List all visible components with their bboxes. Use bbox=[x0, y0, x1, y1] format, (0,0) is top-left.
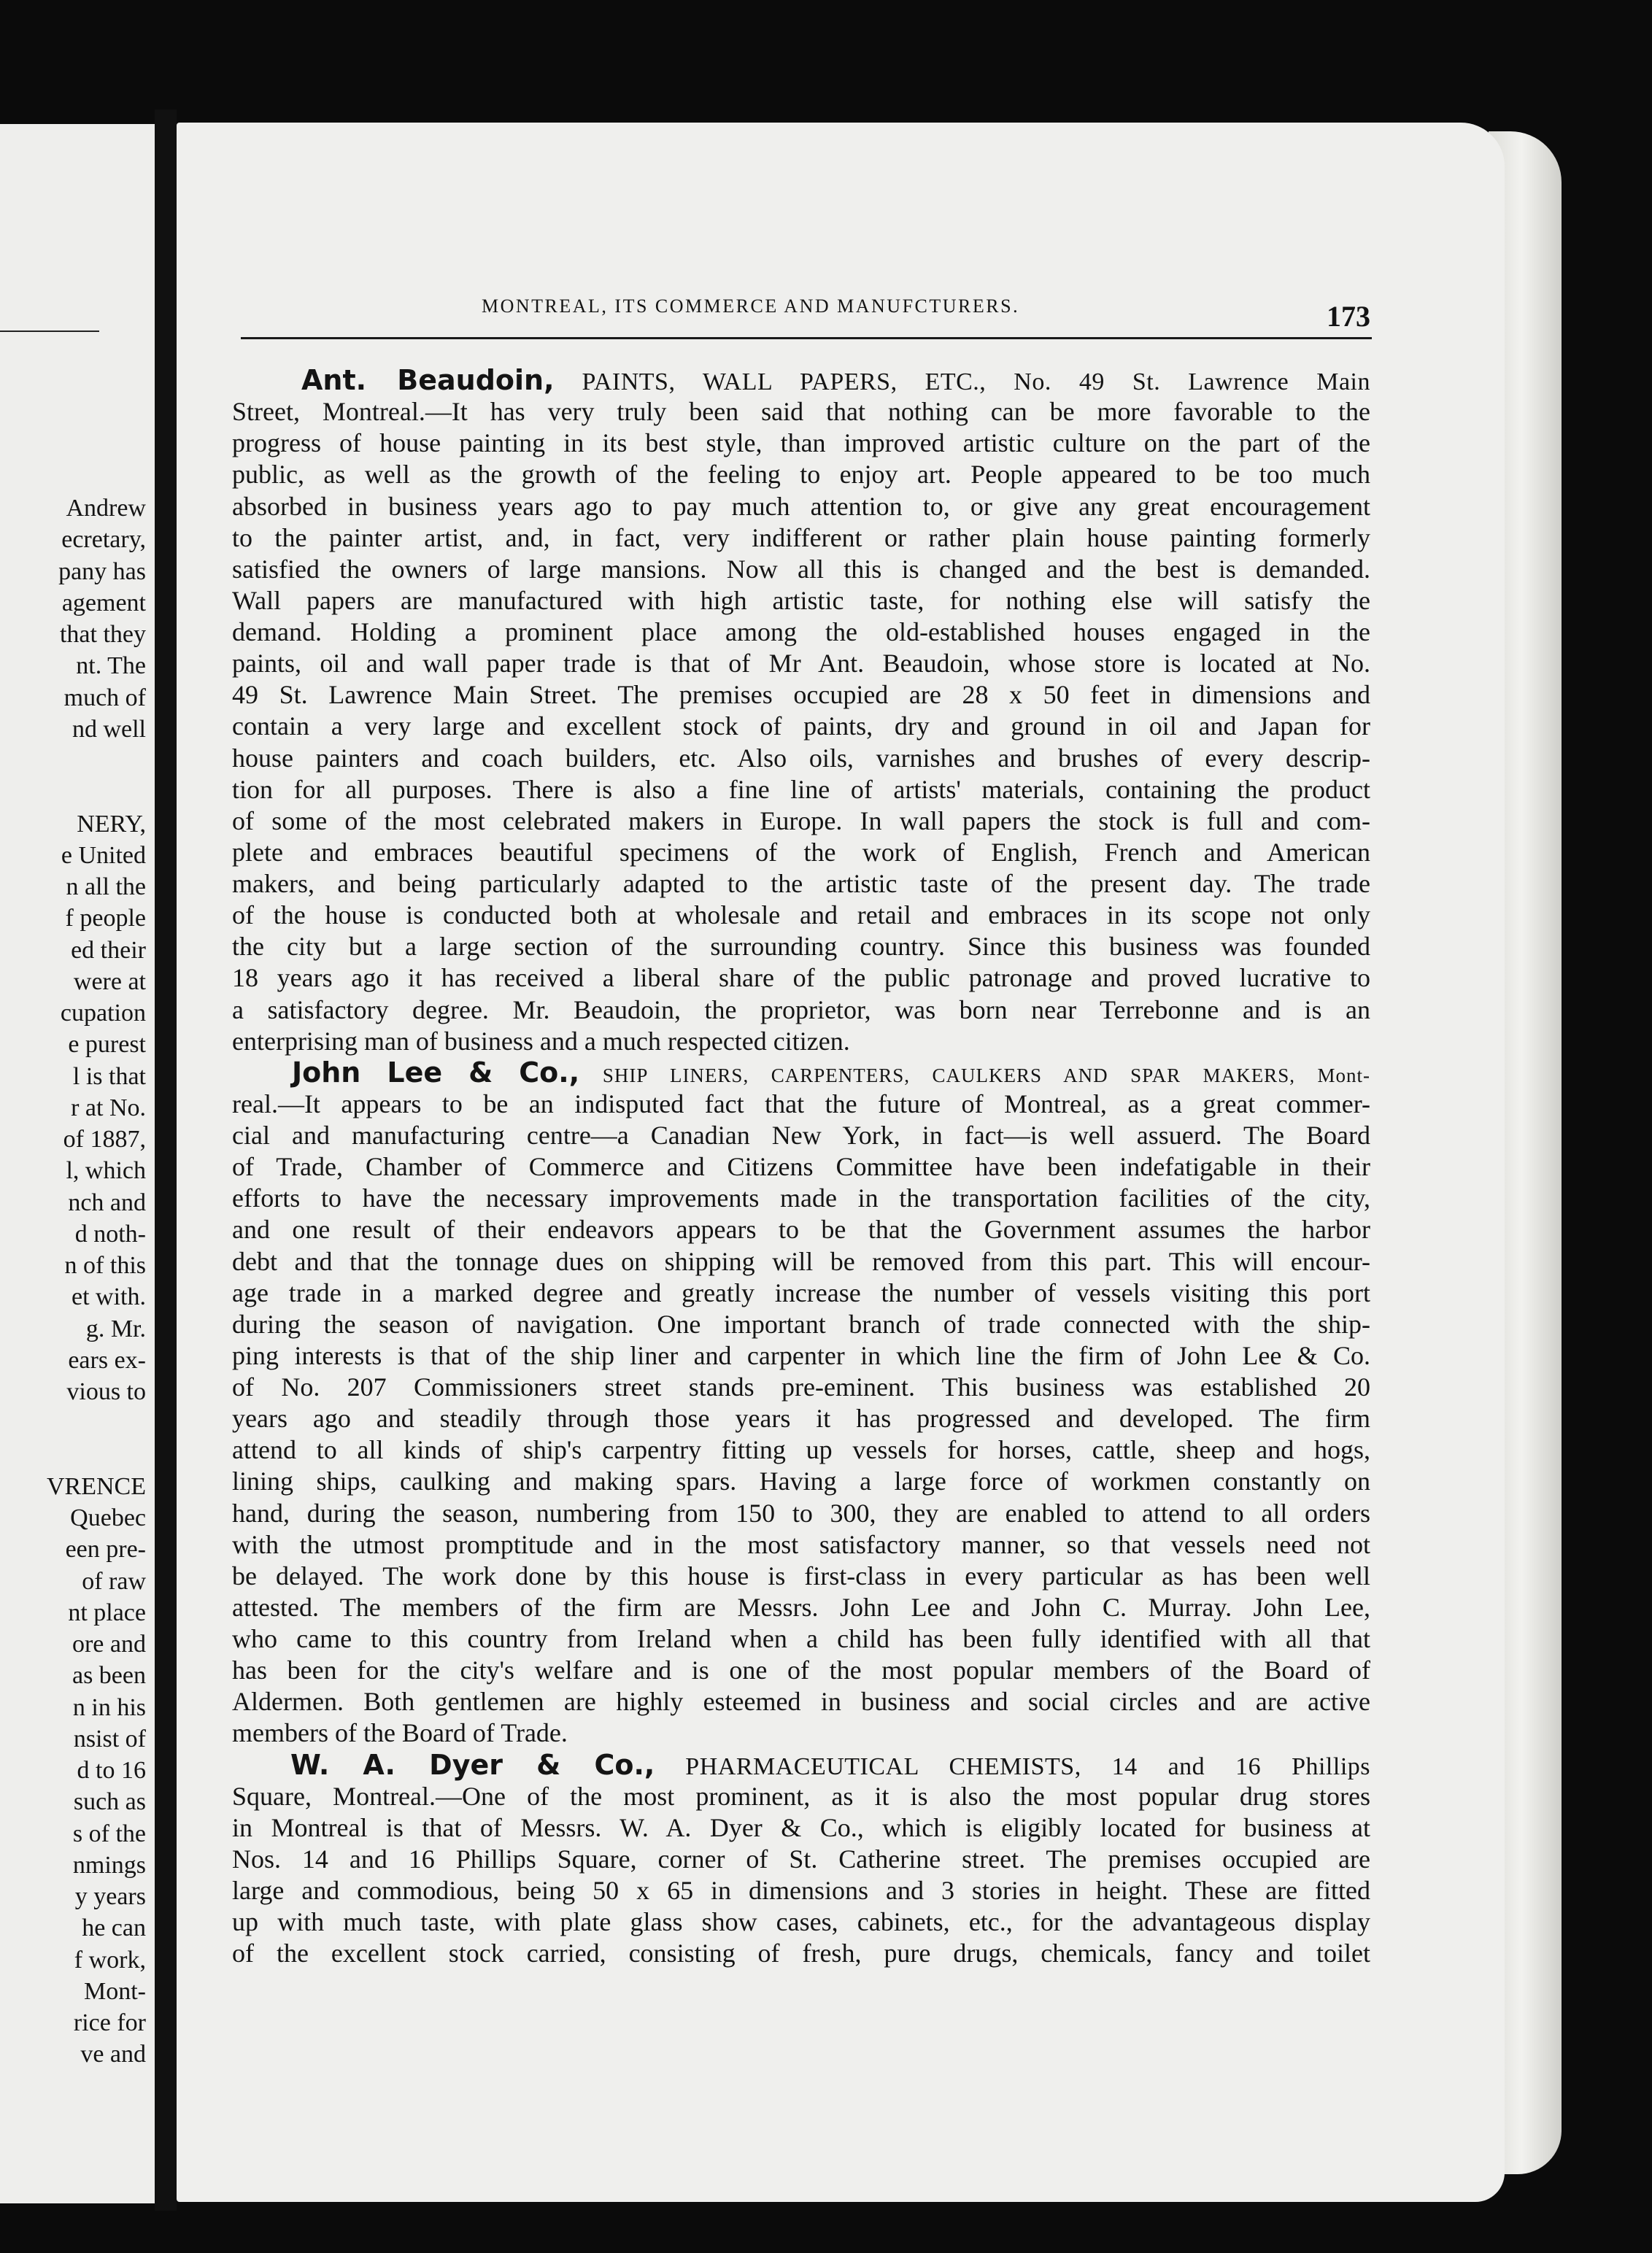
text-line: 49 St. Lawrence Main Street. The premises occupied are 28 x 50 feet in dimensions and bbox=[232, 680, 1370, 710]
previous-page-line: l, which bbox=[66, 1157, 146, 1185]
previous-page-line bbox=[47, 776, 146, 808]
header-rule bbox=[241, 337, 1372, 339]
text-line: debt and that the tonnage dues on shipping will be removed from this part. This will encour- bbox=[232, 1246, 1370, 1276]
previous-page-line: f people bbox=[65, 905, 146, 932]
previous-page-line: y years bbox=[74, 1883, 146, 1910]
text-line: and one result of their endeavors appears to be that the Government assumes the harbor bbox=[232, 1215, 1370, 1245]
text-line: efforts to have the necessary improvements made in the transportation facilities of the city, bbox=[232, 1183, 1370, 1213]
previous-page-line bbox=[47, 745, 146, 776]
previous-page-line: Mont- bbox=[84, 1977, 146, 2005]
previous-page-line: as been bbox=[72, 1662, 146, 1690]
firm-name: W. A. Dyer & Co., bbox=[290, 1748, 655, 1781]
previous-page-line: cupation bbox=[60, 1000, 146, 1027]
running-title: MONTREAL, ITS COMMERCE AND MANUFCTURERS. bbox=[482, 295, 1020, 317]
firm-name: John Lee & Co., bbox=[292, 1056, 580, 1089]
text-line: demand. Holding a prominent place among the old-established houses engaged in the bbox=[232, 617, 1370, 646]
text-line: who came to this country from Ireland when a child has been fully identified with all that bbox=[232, 1624, 1370, 1653]
text-line: with the utmost promptitude and in the most satisfactory manner, so that vessels need not bbox=[232, 1529, 1370, 1559]
previous-page-line: Andrew bbox=[66, 495, 146, 522]
previous-page-line: VRENCE bbox=[47, 1472, 146, 1500]
previous-page-line: nt. The bbox=[76, 652, 146, 680]
page-number: 173 bbox=[1327, 300, 1370, 333]
previous-page-line: he can bbox=[82, 1914, 146, 1942]
previous-page-line: much of bbox=[63, 684, 146, 711]
previous-page-line: of raw bbox=[82, 1567, 146, 1595]
previous-page-line: f work, bbox=[74, 1946, 146, 1974]
text-line: the city but a large section of the surrounding country. Since this business was founded bbox=[232, 932, 1370, 962]
text-line: tion for all purposes. There is also a fine line of artists' materials, containing the product bbox=[232, 774, 1370, 804]
text-line: Nos. 14 and 16 Phillips Square, corner of St. Catherine street. The premises occupied are bbox=[232, 1844, 1370, 1874]
previous-page-line: ecretary, bbox=[61, 526, 146, 554]
previous-page-line bbox=[47, 1439, 146, 1471]
previous-page-line: d noth- bbox=[74, 1220, 146, 1248]
text-line: up with much taste, with plate glass show cases, cabinets, etc., for the advantageous display bbox=[232, 1907, 1370, 1937]
text-line: lining ships, caulking and making spars. Having a large force of workmen constantly on bbox=[232, 1466, 1370, 1496]
text-line: 18 years ago it has received a liberal share of the public patronage and proved lucrative to bbox=[232, 963, 1370, 993]
text-line: enterprising man of business and a much respected citizen. bbox=[232, 1026, 850, 1056]
text-line: age trade in a marked degree and greatly increase the number of vessels visiting this port bbox=[232, 1278, 1370, 1307]
text-line: Wall papers are manufactured with high artistic taste, for nothing else will satisfy the bbox=[232, 585, 1370, 615]
entry-heading-line bbox=[232, 1750, 1370, 1781]
text-line: in Montreal is that of Messrs. W. A. Dyer & Co., which is eligibly located for business at bbox=[232, 1812, 1370, 1842]
previous-page-line: nt place bbox=[68, 1599, 146, 1626]
previous-page-line: d to 16 bbox=[77, 1757, 146, 1784]
previous-page-line: pany has bbox=[58, 557, 146, 585]
text-line: house painters and coach builders, etc. Also oils, varnishes and brushes of every descrip- bbox=[232, 743, 1370, 773]
text-line: be delayed. The work done by this house is first-class in every particular as has been well bbox=[232, 1561, 1370, 1591]
text-line: Street, Montreal.—It has very truly been said that nothing can be more favorable to the bbox=[232, 397, 1370, 427]
previous-page-line bbox=[47, 1407, 146, 1439]
business-description: PHARMACEUTICAL CHEMISTS, 14 and 16 Phillips bbox=[685, 1752, 1370, 1780]
text-line: attend to all kinds of ship's carpentry fitting up vessels for horses, cattle, sheep and hogs, bbox=[232, 1435, 1370, 1465]
previous-page-line: n in his bbox=[72, 1693, 146, 1721]
text-line: makers, and being particularly adapted to the artistic taste of the present day. The trade bbox=[232, 869, 1370, 898]
text-line: progress of house painting in its best style, than improved artistic culture on the part of the bbox=[232, 428, 1370, 458]
previous-page-line: rice for bbox=[73, 2009, 146, 2036]
previous-page-strip bbox=[0, 124, 155, 2203]
previous-page-line: e United bbox=[61, 841, 146, 869]
previous-page-line: nsist of bbox=[73, 1725, 146, 1752]
previous-page-line: such as bbox=[73, 1788, 146, 1816]
previous-page-line: r at No. bbox=[71, 1094, 146, 1121]
text-line: of the excellent stock carried, consisting of fresh, pure drugs, chemicals, fancy and toilet bbox=[232, 1939, 1370, 1968]
previous-page-line: of 1887, bbox=[63, 1126, 146, 1153]
text-line: during the season of navigation. One important branch of trade connected with the ship- bbox=[232, 1309, 1370, 1339]
previous-page-line: s of the bbox=[72, 1820, 146, 1847]
text-line: paints, oil and wall paper trade is that of Mr Ant. Beaudoin, whose store is located at No. bbox=[232, 649, 1370, 679]
previous-page-text bbox=[47, 492, 146, 2071]
text-line: of the house is conducted both at wholesale and retail and embraces in its scope not only bbox=[232, 900, 1370, 930]
previous-page-line: vious to bbox=[66, 1378, 146, 1405]
text-line: of some of the most celebrated makers in Europe. In wall papers the stock is full and com- bbox=[232, 805, 1370, 835]
text-line: plete and embraces beautiful specimens of the work of English, French and American bbox=[232, 837, 1370, 867]
previous-page-line: nmings bbox=[72, 1851, 146, 1879]
entry-heading-line bbox=[232, 1057, 1370, 1089]
text-line: hand, during the season, numbering from 150 to 300, they are enabled to attend to all orders bbox=[232, 1498, 1370, 1528]
text-line: attested. The members of the firm are Messrs. John Lee and John C. Murray. John Lee, bbox=[232, 1592, 1370, 1622]
text-line: absorbed in business years ago to pay much attention to, or give any great encouragement bbox=[232, 491, 1370, 521]
previous-page-line: n of this bbox=[64, 1252, 146, 1279]
previous-page-line: l is that bbox=[72, 1062, 146, 1090]
previous-page-line: ore and bbox=[72, 1631, 146, 1658]
previous-page-line: ears ex- bbox=[68, 1346, 146, 1374]
business-description: SHIP LINERS, CARPENTERS, CAULKERS AND SPAR MAKERS, Mont- bbox=[602, 1064, 1370, 1086]
previous-page-line: et with. bbox=[72, 1283, 146, 1311]
previous-page-header-rule bbox=[0, 331, 99, 332]
text-line: members of the Board of Trade. bbox=[232, 1718, 568, 1748]
text-line: a satisfactory degree. Mr. Beaudoin, the proprietor, was born near Terrebonne and is an bbox=[232, 994, 1370, 1024]
previous-page-line: nch and bbox=[68, 1189, 146, 1216]
previous-page-line: were at bbox=[73, 967, 146, 995]
previous-page-line: e purest bbox=[68, 1031, 146, 1059]
text-line: public, as well as the growth of the feeling to enjoy art. People appeared to be too much bbox=[232, 460, 1370, 490]
firm-name: Ant. Beaudoin, bbox=[301, 364, 555, 396]
previous-page-line: nd well bbox=[72, 715, 146, 743]
text-line: to the painter artist, and, in fact, very indifferent or rather plain house painting formerly bbox=[232, 522, 1370, 552]
previous-page-line: that they bbox=[59, 621, 146, 648]
text-line: real.—It appears to be an indisputed fact that the future of Montreal, as a great commer- bbox=[232, 1089, 1370, 1118]
previous-page-line: NERY, bbox=[77, 810, 146, 838]
text-line: Square, Montreal.—One of the most prominent, as it is also the most popular drug stores bbox=[232, 1781, 1370, 1811]
previous-page-line: agement bbox=[61, 589, 146, 617]
article-body bbox=[232, 365, 1370, 1969]
entry-heading-line bbox=[232, 365, 1370, 396]
text-line: of No. 207 Commissioners street stands pre-eminent. This business was established 20 bbox=[232, 1372, 1370, 1402]
text-line: ping interests is that of the ship liner and carpenter in which line the firm of John Lee & Co. bbox=[232, 1340, 1370, 1370]
previous-page-line: Quebec bbox=[70, 1504, 146, 1531]
text-line: years ago and steadily through those years it has progressed and developed. The firm bbox=[232, 1404, 1370, 1434]
previous-page-line: g. Mr. bbox=[85, 1315, 146, 1342]
text-line: contain a very large and excellent stock of paints, dry and ground in oil and Japan for bbox=[232, 711, 1370, 741]
text-line: has been for the city's welfare and is one of the most popular members of the Board of bbox=[232, 1655, 1370, 1685]
previous-page-line: ed their bbox=[71, 936, 146, 964]
previous-page-line: n all the bbox=[66, 873, 146, 900]
text-line: Aldermen. Both gentlemen are highly esteemed in business and social circles and are active bbox=[232, 1687, 1370, 1717]
text-line: large and commodious, being 50 x 65 in dimensions and 3 stories in height. These are fitted bbox=[232, 1876, 1370, 1905]
text-line: satisfied the owners of large mansions. Now all this is changed and the best is demanded. bbox=[232, 554, 1370, 584]
text-line: of Trade, Chamber of Commerce and Citizens Committee have been indefatigable in their bbox=[232, 1152, 1370, 1182]
text-line: cial and manufacturing centre—a Canadian New York, in fact—is well assuerd. The Board bbox=[232, 1121, 1370, 1150]
previous-page-line: een pre- bbox=[65, 1536, 146, 1564]
business-description: PAINTS, WALL PAPERS, ETC., No. 49 St. Lawrence Main bbox=[582, 368, 1370, 395]
book-gutter bbox=[155, 109, 177, 2211]
previous-page-line: ve and bbox=[80, 2041, 146, 2068]
